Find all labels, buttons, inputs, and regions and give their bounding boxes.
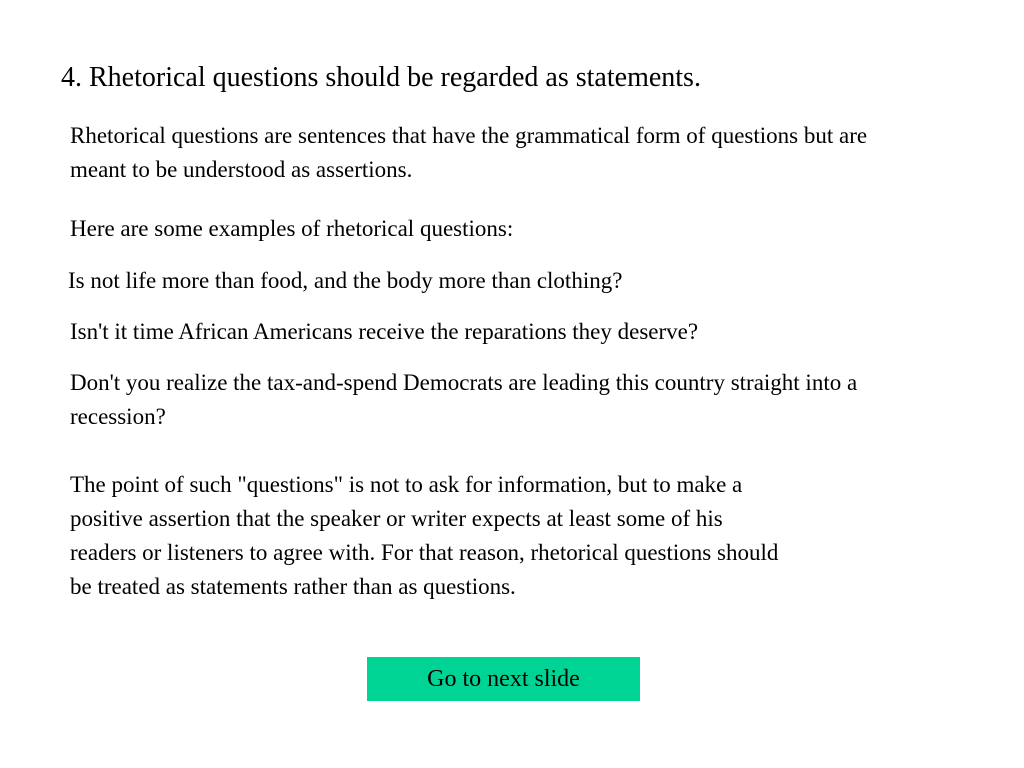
next-slide-button[interactable]: Go to next slide [367,657,640,701]
example-question-3 [70,366,857,434]
slide-title: 4. Rhetorical questions should be regarded as statements. [61,62,701,93]
explanation-paragraph [70,468,960,604]
intro-paragraph [70,119,867,187]
explanation-line-4: be treated as statements rather than as questions. [70,574,516,599]
intro-line-2: meant to be understood as assertions. [70,157,413,182]
explanation-line-3: readers or listeners to agree with. For that reason, rhetorical questions should [70,540,779,565]
example-question-1: Is not life more than food, and the body more than clothing? [68,268,623,293]
explanation-line-1: The point of such "questions" is not to ask for information, but to make a [70,472,743,497]
example-question-3-line-2: recession? [70,404,166,429]
examples-heading: Here are some examples of rhetorical questions: [70,216,514,241]
explanation-line-2: positive assertion that the speaker or writer expects at least some of his [70,506,723,531]
example-question-3-line-1: Don't you realize the tax-and-spend Democrats are leading this country straight into a [70,370,858,395]
example-question-2: Isn't it time African Americans receive the reparations they deserve? [70,319,699,344]
intro-line-1: Rhetorical questions are sentences that have the grammatical form of questions but are [70,123,868,148]
